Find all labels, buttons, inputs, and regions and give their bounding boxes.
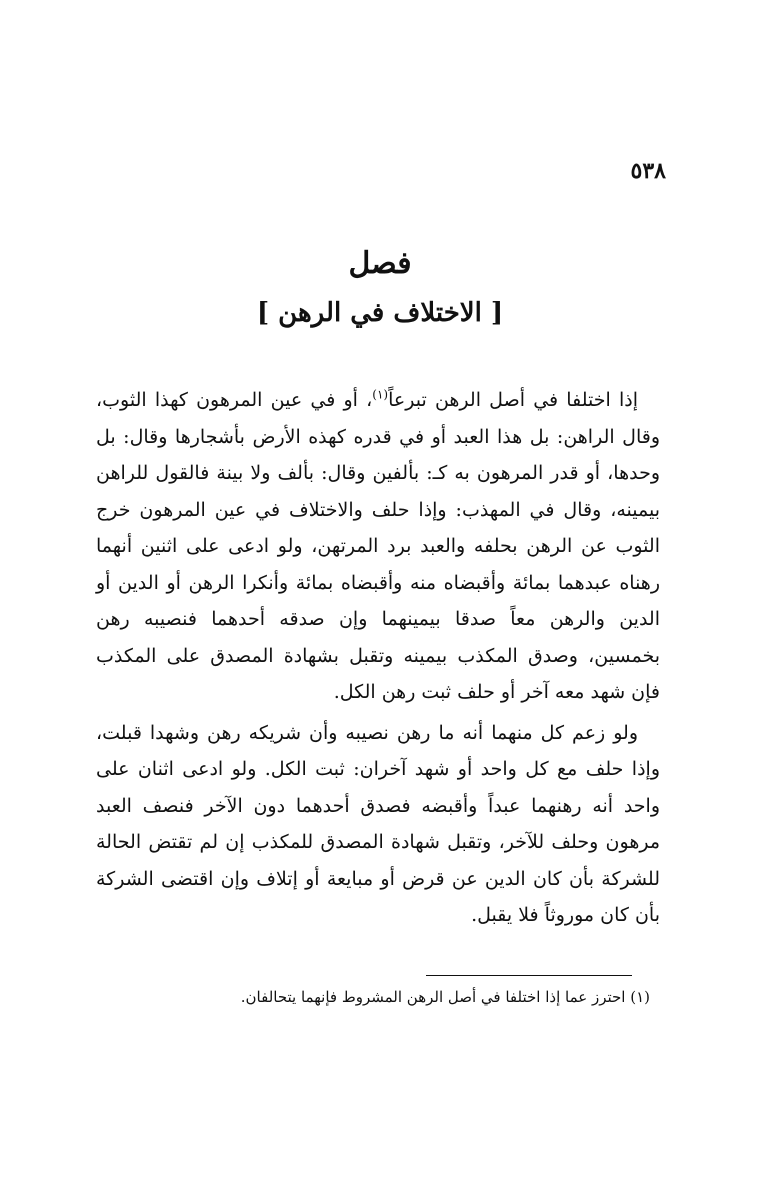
chapter-subtitle: [ الاختلاف في الرهن ] (256, 298, 504, 328)
paragraph-1-rest: ، أو في عين المرهون كهذا الثوب، وقال الراهن: بل هذا العبد أو في قدره كهذه الأرض بأشجارها وقال: بل وحدها، أو قدر المرهون به كـ: بألفين وقال: بألف ولا بينة فالقول للراهن بيمينه، وقال في المهذب: وإذا حلف والاختلاف في عين المرهون خرج الثوب عن الرهن بحلفه والعبد برد المرتهن، ولو ادعى على اثنين أنهما رهناه عبدهما بمائة وأقبضاه منه وأقبضاه بمائة وأنكرا الرهن أو الدين أو الدين والرهن معاً صدقا بيمينهما وإن صدقه أحدهما فنصيبه رهن بخمسين، وصدق المكذب بيمينه وتقبل بشهادة المصدق على المكذب فإن شهد معه آخر أو حلف ثبت رهن الكل. (96, 389, 660, 703)
footnote-divider (426, 975, 632, 976)
body-text (96, 382, 660, 934)
page-number: ٥٣٨ (630, 158, 666, 184)
paragraph-1-start: إذا اختلفا في أصل الرهن تبرعاً (388, 389, 638, 411)
chapter-title: فصل (348, 246, 412, 281)
paragraph-2: ولو زعم كل منهما أنه ما رهن نصيبه وأن شريكه رهن وشهدا قبلت، وإذا حلف مع كل واحد أو شهد آخران: ثبت الكل. ولو ادعى اثنان على واحد أنه رهنهما عبداً وأقبضه فصدق أحدهما دون الآخر فنصف العبد مرهون وحلف للآخر، وتقبل شهادة المصدق للمكذب إن لم تقتض الحالة للشركة بأن كان الدين عن قرض أو مبايعة أو إتلاف وإن اقتضى الشركة بأن كان موروثاً فلا يقبل. (96, 721, 660, 926)
footnote-reference: (١) (372, 387, 389, 402)
footnote: (١) احترز عما إذا اختلفا في أصل الرهن المشروط فإنهما يتحالفان. (240, 988, 650, 1006)
paragraph-1 (96, 382, 660, 711)
